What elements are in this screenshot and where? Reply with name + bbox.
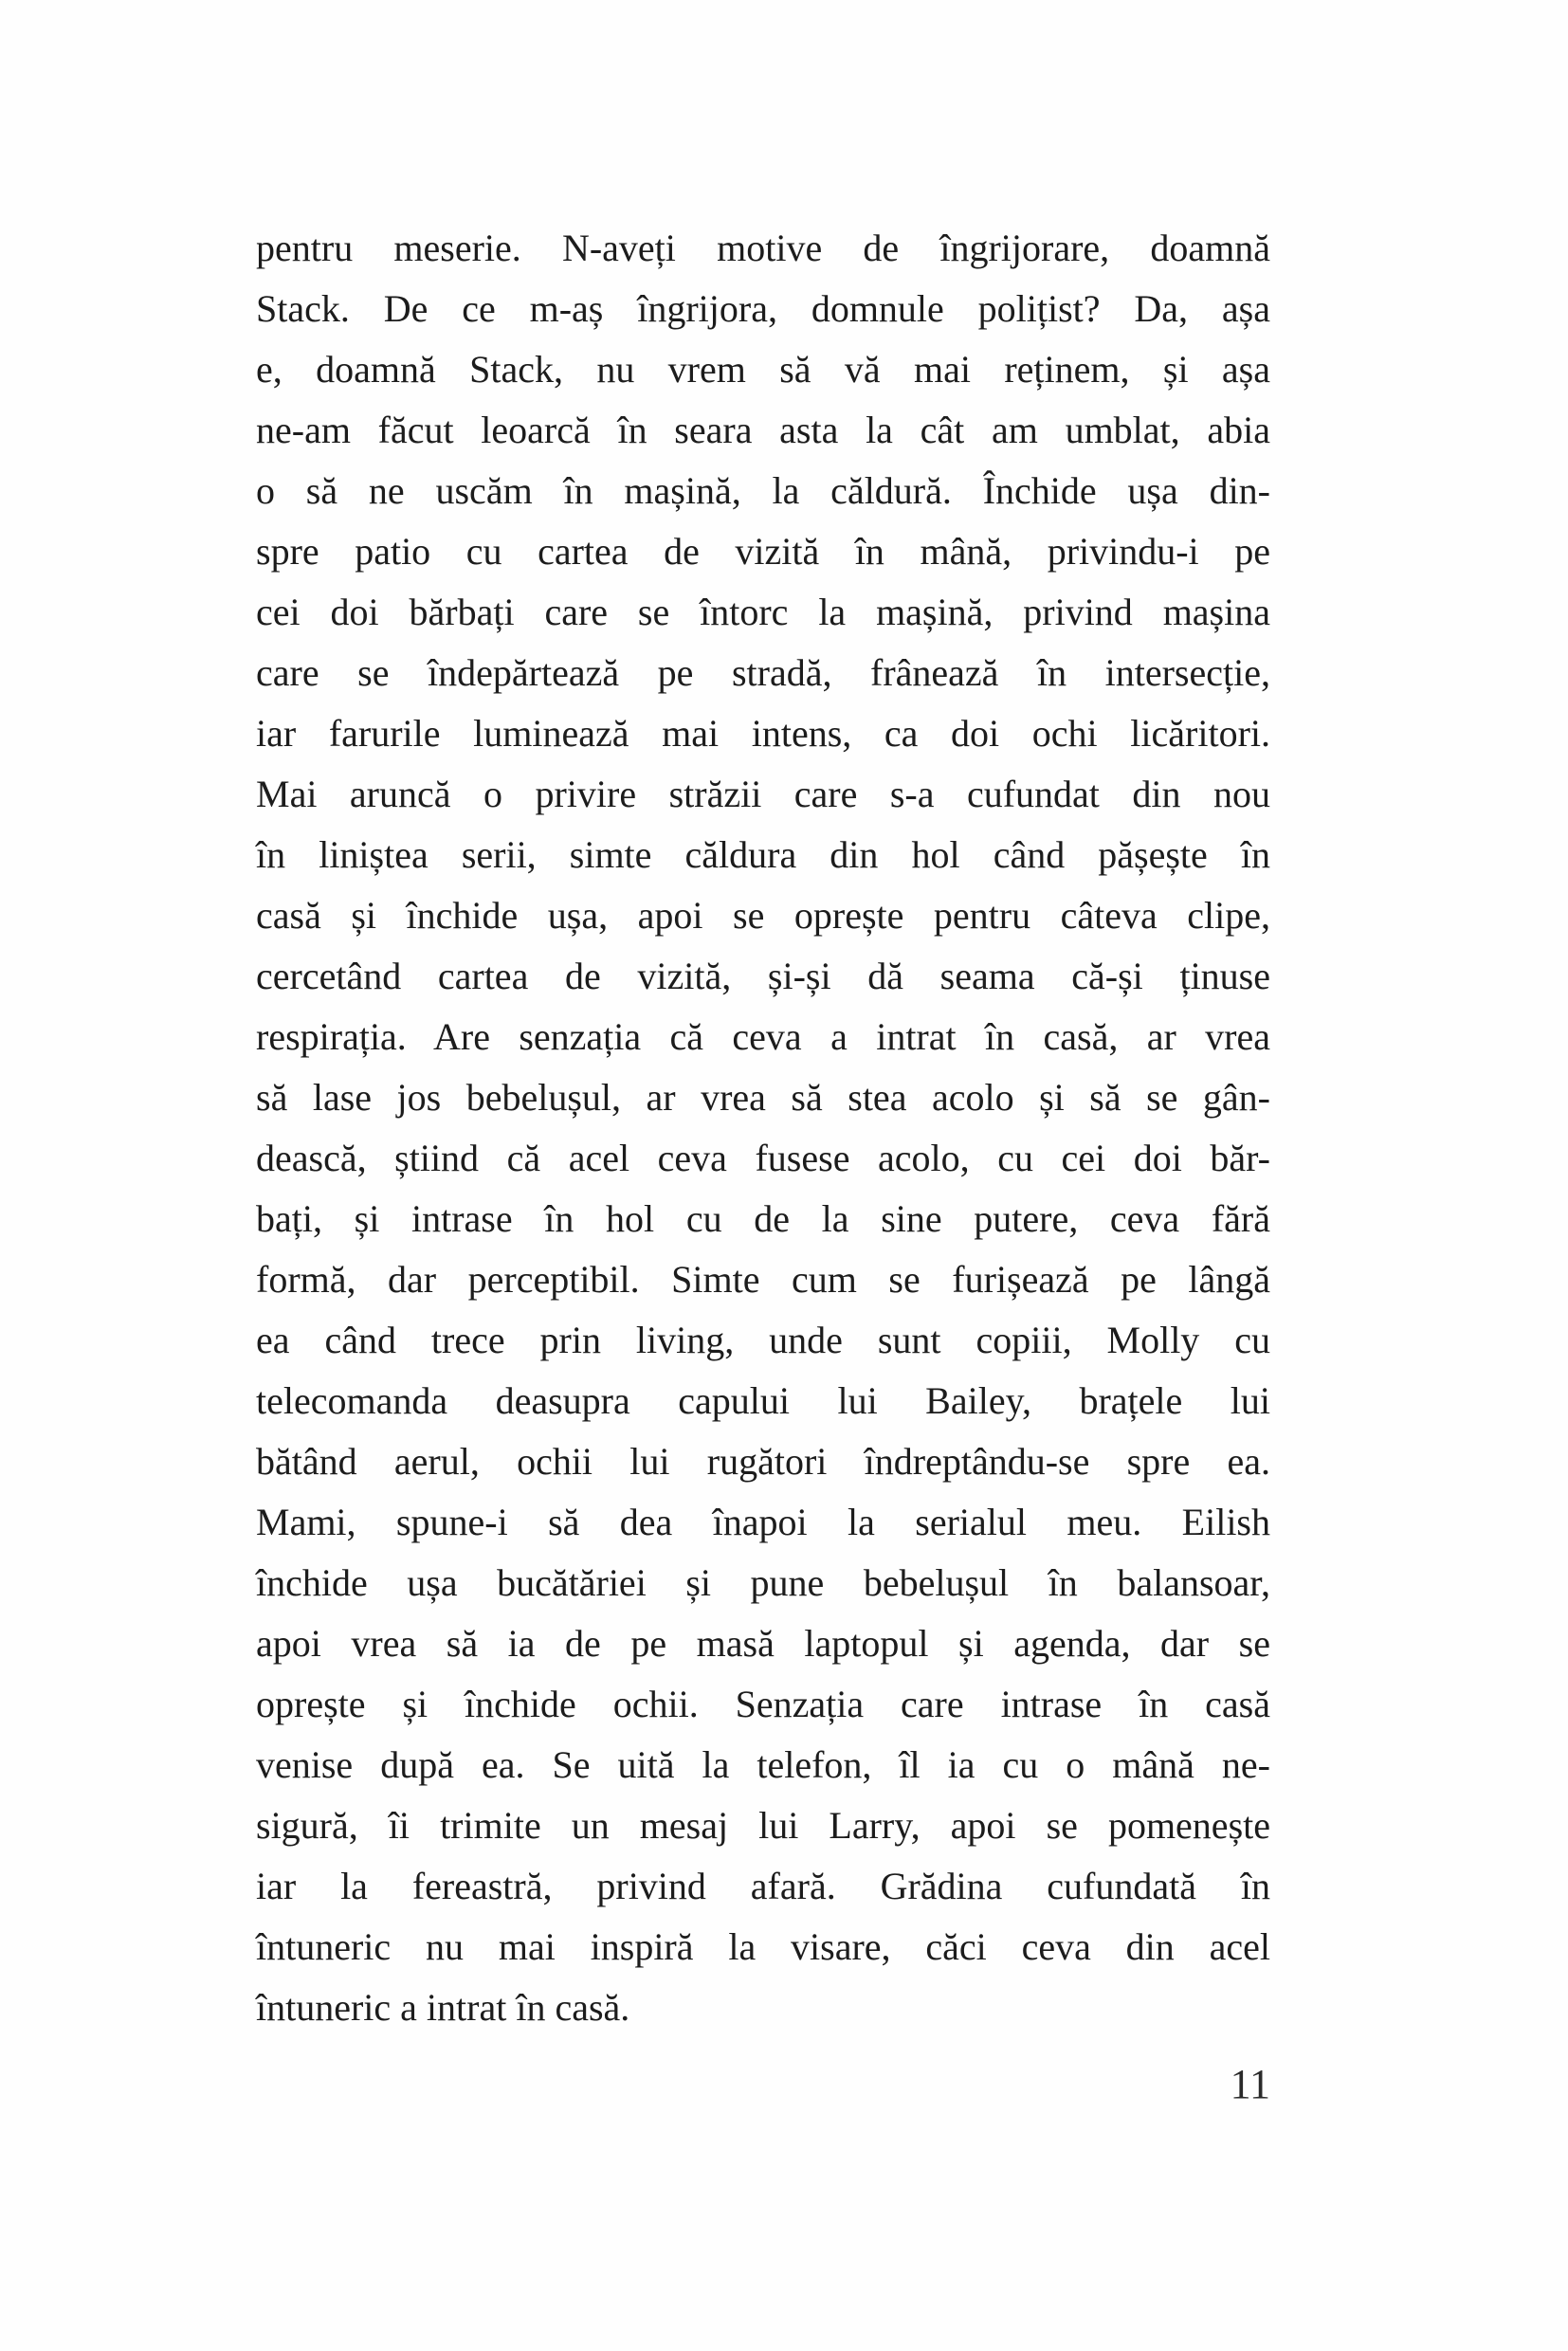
text-line: ne-am făcut leoarcă în seara asta la cât am umblat, abia [256, 409, 1270, 451]
text-line: Mai aruncă o privire străzii care s-a cufundat din nou [256, 773, 1270, 815]
text-line: ea când trece prin living, unde sunt copiii, Molly cu [256, 1319, 1270, 1361]
text-line: cei doi bărbați care se întorc la mașină, privind mașina [256, 591, 1270, 633]
text-line: apoi vrea să ia de pe masă laptopul și agenda, dar se [256, 1622, 1270, 1665]
text-line: în liniștea serii, simte căldura din hol când pășește în [256, 833, 1270, 876]
body-text-paragraph [256, 218, 1270, 2038]
text-line: venise după ea. Se uită la telefon, îl ia cu o mână ne- [256, 1743, 1270, 1786]
text-line: casă și închide ușa, apoi se oprește pentru câteva clipe, [256, 894, 1270, 937]
page-number: 11 [1230, 2061, 1270, 2107]
text-line: cercetând cartea de vizită, și-și dă seama că-și ținuse [256, 955, 1270, 997]
text-line: e, doamnă Stack, nu vrem să vă mai reținem, și așa [256, 348, 1270, 391]
text-line: telecomanda deasupra capului lui Bailey, brațele lui [256, 1379, 1270, 1422]
text-line: bătând aerul, ochii lui rugători îndreptându-se spre ea. [256, 1440, 1270, 1483]
text-line: să lase jos bebelușul, ar vrea să stea acolo și să se gân- [256, 1076, 1270, 1119]
text-line: oprește și închide ochii. Senzația care intrase în casă [256, 1683, 1270, 1725]
text-line: Mami, spune-i să dea înapoi la serialul meu. Eilish [256, 1501, 1270, 1543]
text-line: Stack. De ce m-aș îngrijora, domnule polițist? Da, așa [256, 287, 1270, 330]
text-line: spre patio cu cartea de vizită în mână, privindu-i pe [256, 530, 1270, 573]
text-line: respirația. Are senzația că ceva a intrat în casă, ar vrea [256, 1015, 1270, 1058]
text-line: iar farurile luminează mai intens, ca doi ochi licăritori. [256, 712, 1270, 755]
text-line: o să ne uscăm în mașină, la căldură. Închide ușa din- [256, 469, 1270, 512]
text-line: formă, dar perceptibil. Simte cum se furișează pe lângă [256, 1258, 1270, 1301]
text-line: sigură, îi trimite un mesaj lui Larry, apoi se pomenește [256, 1804, 1270, 1847]
text-line: pentru meserie. N-aveți motive de îngrijorare, doamnă [256, 227, 1270, 269]
text-line: întuneric a intrat în casă. [256, 1986, 630, 2029]
text-line: întuneric nu mai inspiră la visare, căci ceva din acel [256, 1925, 1270, 1968]
text-line: dească, știind că acel ceva fusese acolo, cu cei doi băr- [256, 1137, 1270, 1179]
text-line: bați, și intrase în hol cu de la sine putere, ceva fără [256, 1197, 1270, 1240]
text-line: care se îndepărtează pe stradă, frânează în intersecție, [256, 651, 1270, 694]
text-line: închide ușa bucătăriei și pune bebelușul în balansoar, [256, 1561, 1270, 1604]
text-line: iar la fereastră, privind afară. Grădina cufundată în [256, 1865, 1270, 1907]
